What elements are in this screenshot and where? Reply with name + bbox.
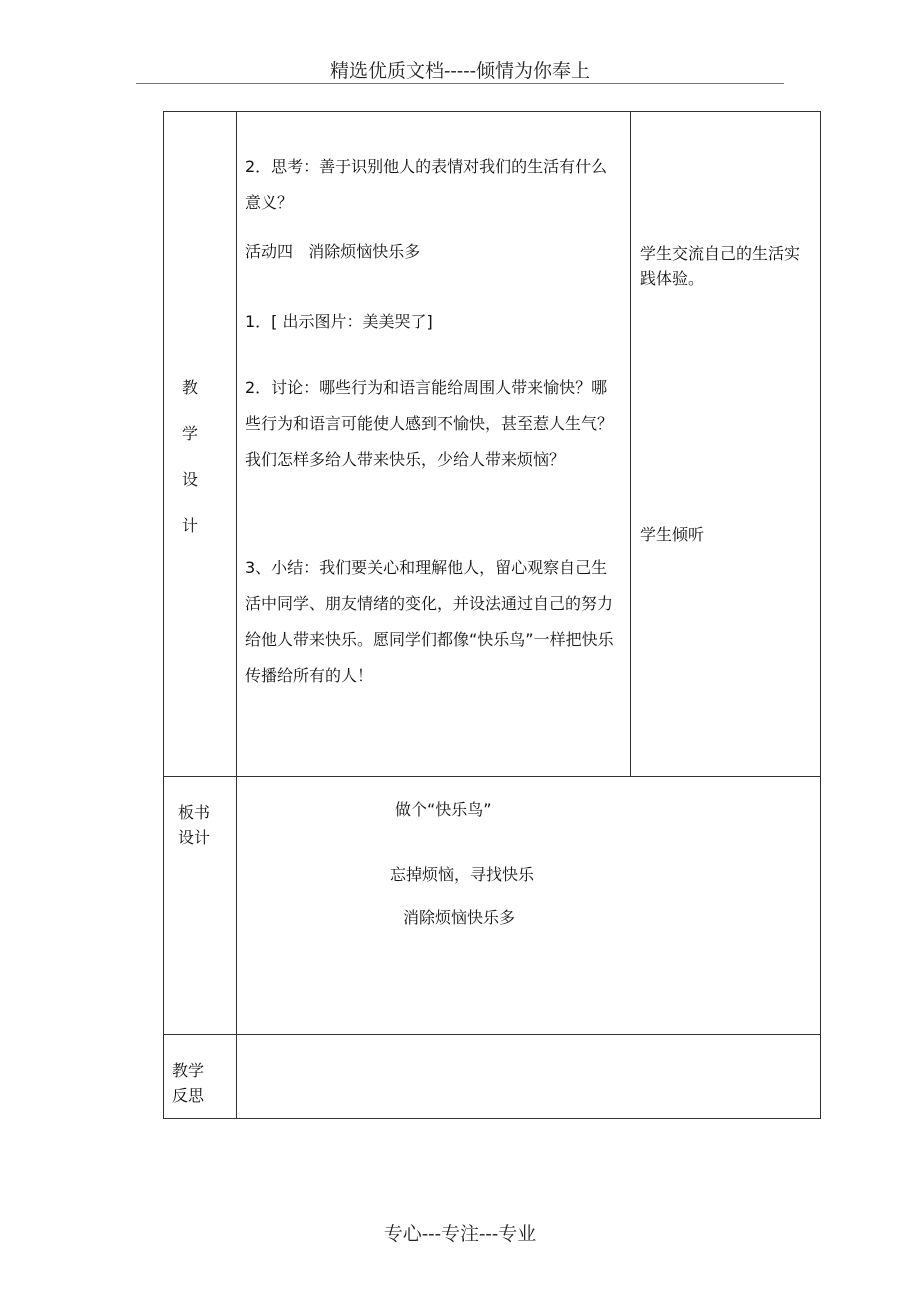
row-divider-1	[163, 776, 821, 777]
table-border-right	[820, 111, 821, 1119]
label-char: 设	[181, 470, 198, 489]
question-2: 2．思考：善于识别他人的表情对我们的生活有什么意义？	[245, 157, 608, 212]
board-line-1: 忘掉烦恼，寻找快乐	[390, 865, 535, 884]
board-design-label	[178, 800, 210, 850]
table-border-bottom	[163, 1118, 821, 1119]
label-line: 教学	[172, 1061, 205, 1080]
label-column-divider	[236, 111, 237, 1119]
item-3-summary: 3、小结：我们要关心和理解他人，留心观察自己生活中同学、朋友情绪的变化，并设法通过自己的努力给他人带来快乐。愿同学们都像“快乐鸟”一样把快乐传播给所有的人！	[245, 558, 614, 685]
note-listen: 学生倾听	[640, 525, 705, 544]
activity-4-heading: 活动四 消除烦恼快乐多	[245, 242, 421, 261]
label-char: 计	[181, 516, 198, 535]
table-border-top	[163, 111, 821, 112]
label-char: 教	[181, 378, 198, 397]
note-exchange: 学生交流自己的生活实践体验。	[640, 244, 801, 288]
label-char: 学	[181, 424, 198, 443]
board-title: 做个“快乐鸟”	[395, 800, 492, 819]
reflection-content[interactable]	[238, 1036, 818, 1116]
reflection-label	[172, 1058, 204, 1108]
table-border-left	[163, 111, 164, 1119]
board-line-2: 消除烦恼快乐多	[403, 908, 516, 927]
label-line: 板书	[178, 803, 211, 822]
page-header: 精选优质文档-----倾情为你奉上	[329, 60, 591, 82]
label-line: 设计	[178, 828, 211, 847]
item-1: 1．[ 出示图片：美美哭了]	[245, 312, 433, 331]
label-line: 反思	[172, 1086, 205, 1105]
notes-column-divider	[630, 111, 631, 777]
row-divider-2	[163, 1034, 821, 1035]
teaching-design-label	[166, 365, 214, 549]
header-rule	[136, 83, 784, 84]
page-footer: 专心---专注---专业	[383, 1223, 537, 1245]
item-2-discussion: 2．讨论：哪些行为和语言能给周围人带来愉快？哪些行为和语言可能使人感到不愉快，甚至惹人生气？我们怎样多给人带来快乐，少给人带来烦恼？	[245, 378, 614, 469]
